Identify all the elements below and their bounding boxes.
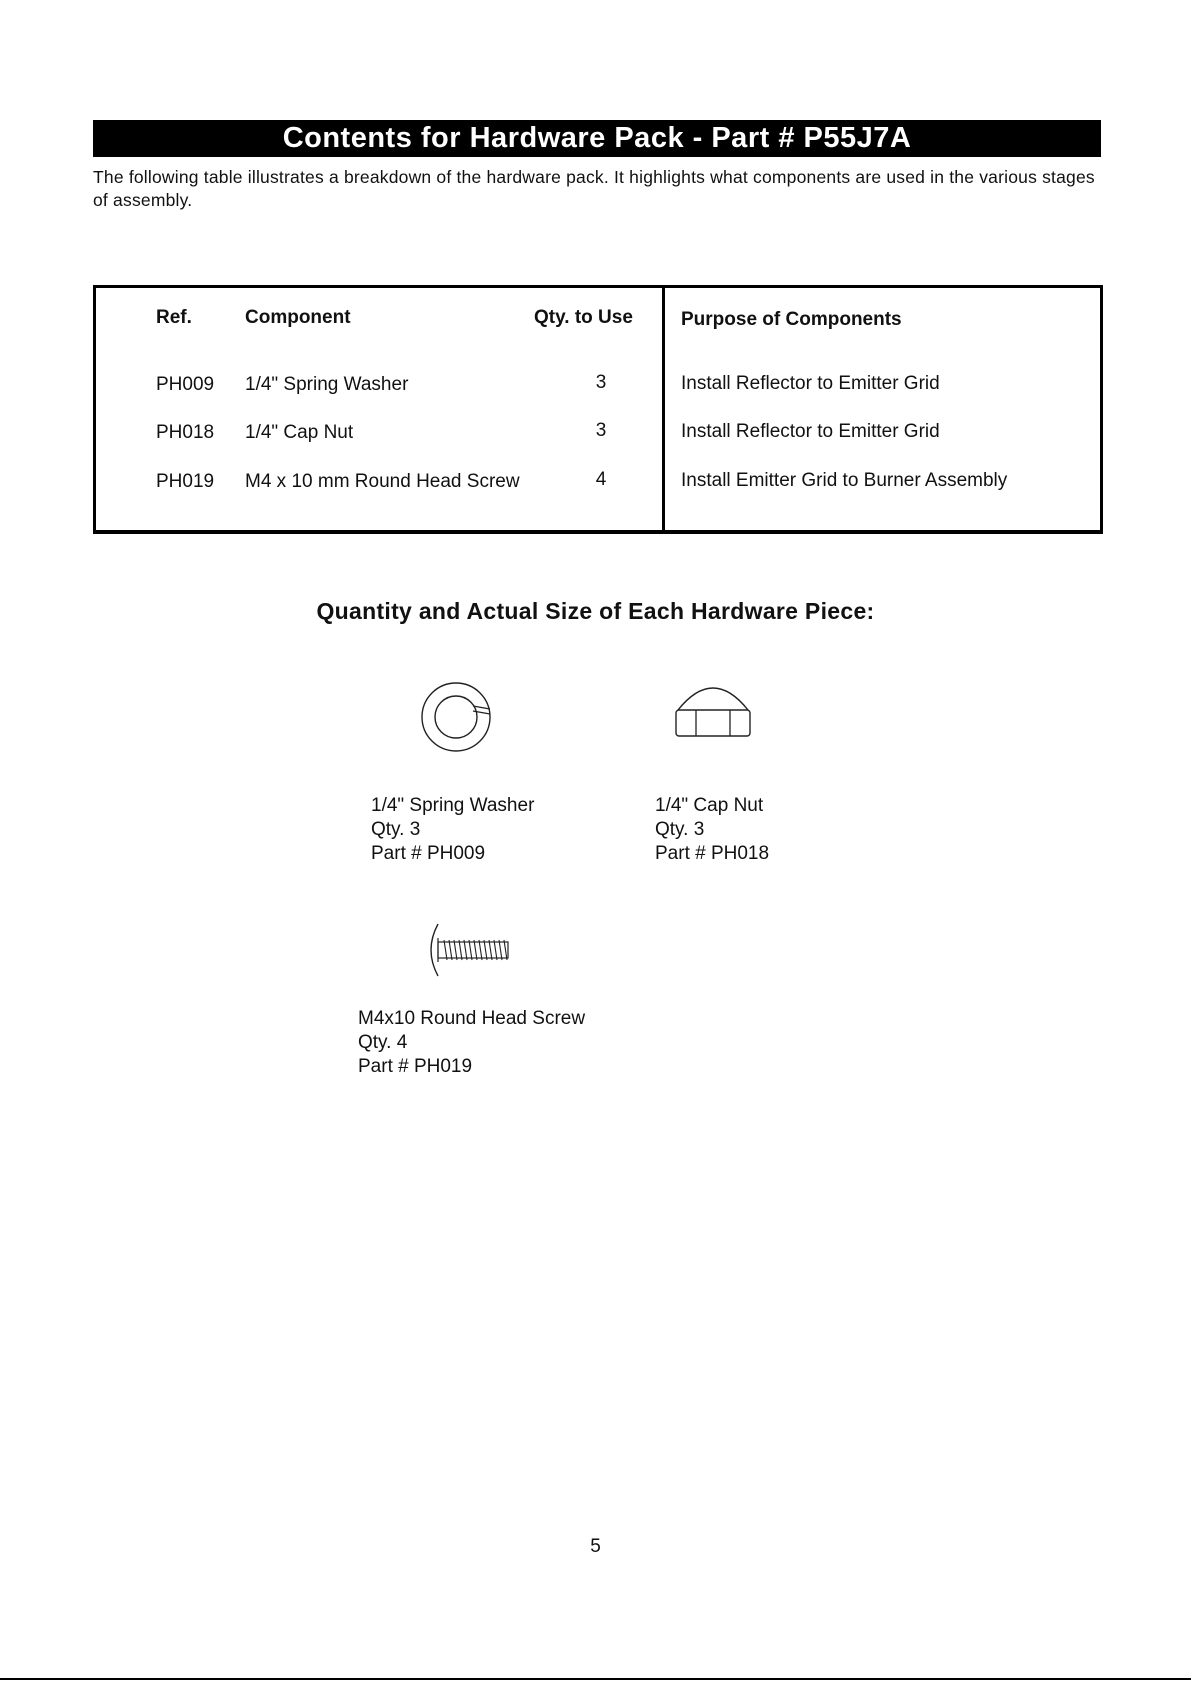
header-component: Component: [245, 307, 351, 328]
piece-name: 1/4" Spring Washer: [371, 795, 535, 816]
piece-part: Part # PH018: [655, 843, 770, 864]
piece-qty: Qty. 4: [358, 1032, 408, 1053]
hardware-table: [93, 285, 1103, 534]
table-row-component: 1/4" Cap Nut: [245, 422, 354, 443]
header-purpose: Purpose of Components: [681, 309, 902, 330]
table-row-component: 1/4" Spring Washer: [245, 374, 409, 395]
table-row-qty: 3: [595, 420, 607, 441]
piece-cap-nut: [655, 794, 769, 866]
piece-qty: Qty. 3: [655, 819, 705, 840]
page-title: Contents for Hardware Pack - Part # P55J7A: [93, 120, 1101, 157]
table-row-purpose: Install Emitter Grid to Burner Assembly: [681, 470, 1008, 491]
piece-spring-washer: [371, 794, 534, 866]
table-row-purpose: Install Reflector to Emitter Grid: [681, 421, 940, 442]
header-ref: Ref.: [156, 307, 192, 328]
bottom-rule: [0, 1678, 1191, 1680]
table-row-purpose: Install Reflector to Emitter Grid: [681, 373, 940, 394]
table-row-component: M4 x 10 mm Round Head Screw: [245, 471, 520, 492]
piece-name: M4x10 Round Head Screw: [358, 1008, 586, 1029]
table-row-ref: PH009: [156, 374, 215, 395]
piece-qty: Qty. 3: [371, 819, 421, 840]
intro-paragraph: The following table illustrates a breakdown of the hardware pack. It highlights what components are used in the various stages of assembly.: [93, 167, 1095, 210]
header-qty: Qty. to Use: [534, 307, 633, 328]
table-row-qty: 4: [595, 469, 607, 490]
table-row-ref: PH019: [156, 471, 215, 492]
piece-part: Part # PH009: [371, 843, 486, 864]
cap-nut-icon: [670, 680, 756, 742]
piece-name: 1/4" Cap Nut: [655, 795, 764, 816]
section-title: Quantity and Actual Size of Each Hardware Piece:: [316, 598, 875, 624]
piece-round-head-screw: [358, 1007, 585, 1079]
table-row-qty: 3: [595, 372, 607, 393]
round-head-screw-icon: [424, 920, 520, 980]
page-number: 5: [590, 1536, 601, 1557]
table-column-divider: [662, 288, 665, 530]
table-row-ref: PH018: [156, 422, 215, 443]
spring-washer-icon: [418, 676, 498, 758]
piece-part: Part # PH019: [358, 1056, 473, 1077]
